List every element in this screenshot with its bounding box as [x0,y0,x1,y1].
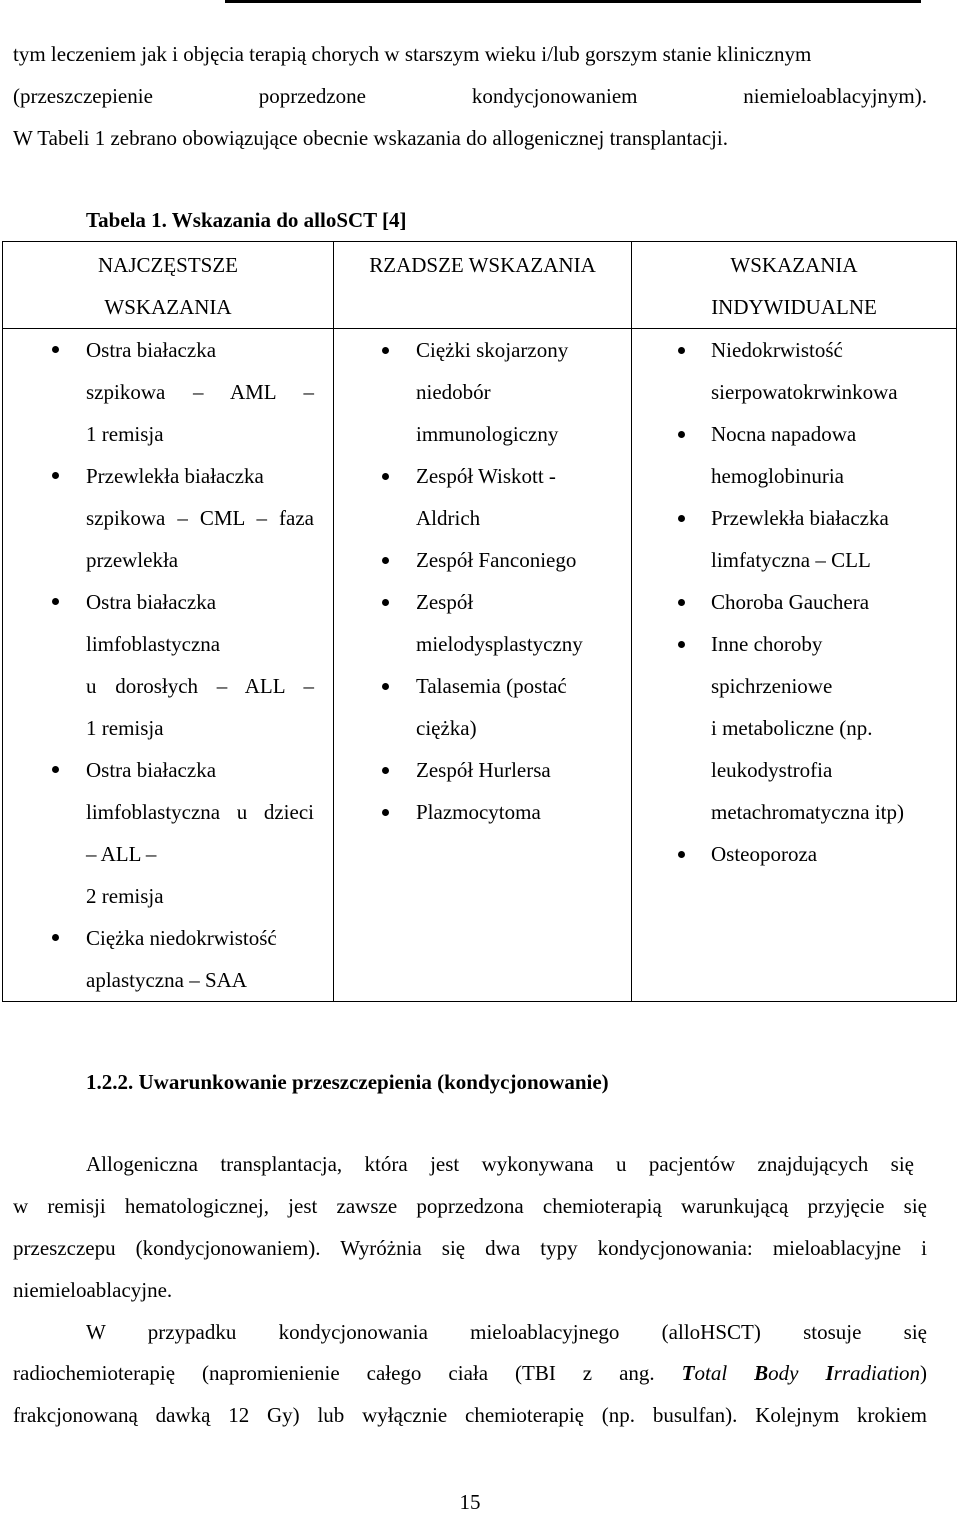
indication-line: – ALL – [86,842,157,866]
header-rule [225,0,921,3]
indication-line: limfoblastyczna u dzieci [86,800,314,824]
indication-line: Aldrich [416,506,481,530]
indication-line: 2 remisja [86,884,164,908]
intro-line-1: tym leczeniem jak i objęcia terapią chorych w starszym wieku i/lub gorszym stanie klinicznym [13,42,812,66]
indication-item [632,329,956,413]
p1-line-1: Allogeniczna transplantacja, która jest wykonywana u pacjentów znajdujących się [86,1152,914,1176]
indication-line: przewlekła [86,548,179,572]
common-indications-cell [3,329,334,1002]
header-individual: WSKAZANIA INDYWIDUALNE [632,242,957,329]
p2-line-2: radiochemioterapię (napromienienie całego ciała (TBI z ang. Total Body Irradiation) [13,1361,928,1385]
indication-line: limfatyczna – CLL [711,548,871,572]
indication-line: Zespół Fanconiego [416,548,577,572]
indication-line: hemoglobinuria [711,464,844,488]
indication-item [3,749,333,917]
indication-line: sierpowatokrwinkowa [711,380,898,404]
indication-line: i metaboliczne (np. [711,716,873,740]
indication-line: spichrzeniowe [711,674,833,698]
header-common: NAJCZĘSTSZE WSKAZANIA [3,242,334,329]
indication-line: Talasemia (postać [416,674,567,698]
indication-line: leukodystrofia [711,758,833,782]
indication-item [334,791,631,833]
indication-line: Nocna napadowa [711,422,857,446]
indication-item [632,497,956,581]
indication-line: aplastyczna – SAA [86,968,247,992]
indication-line: u dorosłych – ALL – [86,674,314,698]
indication-item [632,413,956,497]
indication-item [3,581,333,749]
indication-item [334,329,631,455]
rare-indications-cell [334,329,632,1002]
indication-line: Zespół Wiskott - [416,464,556,488]
indication-line: Ostra białaczka [86,338,217,362]
indication-item [3,455,333,581]
indication-line: Przewlekła białaczka [86,464,264,488]
indication-line: immunologiczny [416,422,559,446]
indication-item [334,455,631,539]
individual-indications-list [632,329,956,875]
indication-line: mielodysplastyczny [416,632,583,656]
table-caption: Tabela 1. Wskazania do alloSCT [4] [86,208,407,232]
p2-line-3: frakcjonowaną dawką 12 Gy) lub wyłącznie chemioterapię (np. busulfan). Kolejnym krokiem [13,1403,927,1427]
indication-line: szpikowa – AML – [86,380,314,404]
individual-indications-cell [632,329,957,1002]
common-indications-list [3,329,333,1001]
page-number: 15 [459,1490,481,1514]
intro-line-3: W Tabeli 1 zebrano obowiązujące obecnie wskazania do allogenicznej transplantacji. [13,126,728,150]
indication-line: Zespół [416,590,474,614]
indication-line: Niedokrwistość [711,338,843,362]
indication-item [632,581,956,623]
indication-line: limfoblastyczna [86,632,221,656]
p2-line-1: W przypadku kondycjonowania mieloablacyjnego (alloHSCT) stosuje się [86,1320,927,1344]
p1-line-3: przeszczepu (kondycjonowaniem). Wyróżnia się dwa typy kondycjonowania: mieloablacyjne i [13,1236,927,1260]
p1-line-2: w remisji hematologicznej, jest zawsze poprzedzona chemioterapią warunkującą przyjęcie się [13,1194,927,1218]
indication-line: Ostra białaczka [86,758,217,782]
indication-item [3,329,333,455]
indication-item [334,749,631,791]
indication-line: Plazmocytoma [416,800,541,824]
indication-line: Inne choroby [711,632,823,656]
indication-item [334,665,631,749]
table-header-row [3,242,957,329]
indication-line: 1 remisja [86,422,164,446]
indication-line: Choroba Gauchera [711,590,870,614]
indication-item [334,581,631,665]
indication-line: Ciężka niedokrwistość [86,926,277,950]
indications-table [2,241,957,1002]
indication-item [334,539,631,581]
indication-line: niedobór [416,380,491,404]
indication-line: metachromatyczna itp) [711,800,904,824]
indication-item [3,917,333,1001]
indication-line: 1 remisja [86,716,164,740]
indication-line: Ostra białaczka [86,590,217,614]
intro-line-2: (przeszczepienie poprzedzone kondycjonowaniem niemieloablacyjnym). [13,84,927,108]
indication-line: Ciężki skojarzony [416,338,569,362]
indication-line: Zespół Hurlersa [416,758,551,782]
indication-line: Przewlekła białaczka [711,506,889,530]
indication-line: Osteoporoza [711,842,818,866]
p1-line-4: niemieloablacyjne. [13,1278,173,1302]
table-body-row [3,329,957,1002]
rare-indications-list [334,329,631,833]
indication-line: szpikowa – CML – faza [86,506,314,530]
indication-line: ciężka) [416,716,477,740]
indication-item [632,623,956,833]
section-heading: 1.2.2. Uwarunkowanie przeszczepienia (kondycjonowanie) [86,1070,609,1094]
header-rare: RZADSZE WSKAZANIA [334,242,632,329]
indication-item [632,833,956,875]
